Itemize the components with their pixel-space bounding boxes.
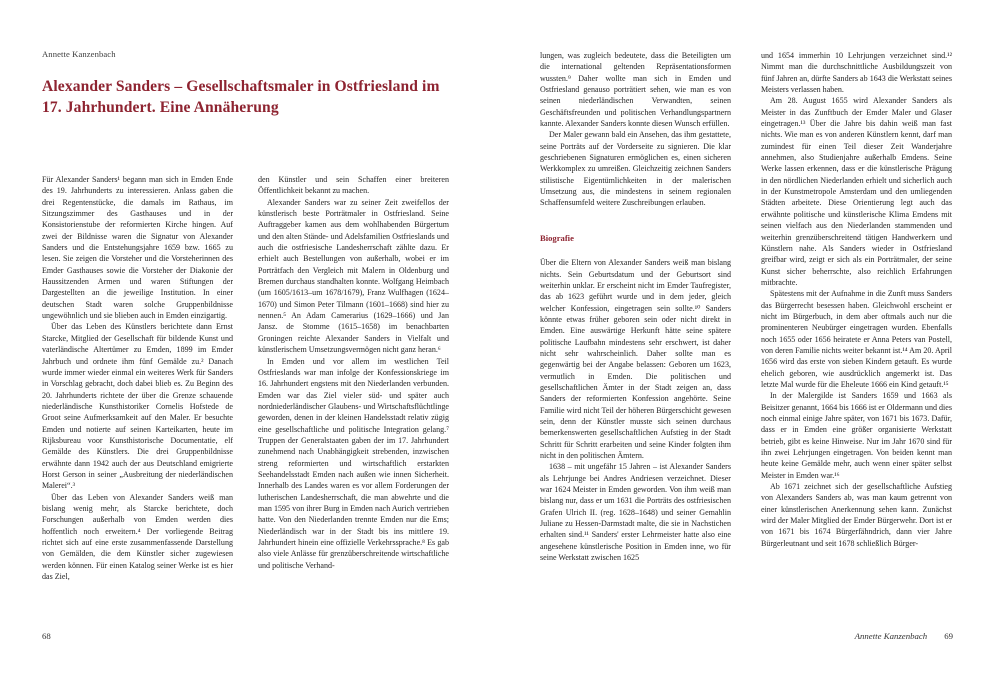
right-page-column-1	[540, 50, 731, 642]
author-line: Annette Kanzenbach	[42, 49, 116, 59]
paragraph: Am 28. August 1655 wird Alexander Sanders als Meister in das Zunftbuch der Emder Maler und Glaser eingetragen.¹³ Über die Jahre bis dahin weiß man fast nichts. Wie man es von anderen Künstlern kennt, darf man zumindest für einen Teil dieser Zeit Wanderjahre annehmen, also Studienjahre außerhalb Emdens. Seine Werke lassen erkennen, dass er die künstlerische Prägung in den nördlichen Niederlanden erhielt und sicherlich auch in der Kunstmetropole Amsterdam und den umliegenden Städten arbeitete. Diese Orientierung legt auch das erwähnte politische und künstlerische Klima Emdens mit seinen vielfach aus den Niederlanden stammenden und weiterhin grenzüberschreitend tätigen Handwerkern und Künstlern nahe. Als Sanders wieder in Ostfriesland greifbar wird, zeigt er sich als ein Porträtmaler, der seine Kunst sicher beherrschte, also reichlich Erfahrungen mitbrachte.	[761, 96, 952, 287]
paragraph: Für Alexander Sanders¹ begann man sich in Emden Ende des 19. Jahrhunderts zu interessieren. Anlass gaben die drei Regentenstücke, die damals im Rathaus, im Sitzungszimmer des Gasthauses und in der Konsistorienstube der reformierten Kirche hingen. Auf zwei der Bildnisse waren die Signatur von Alexander Sanders und die Entstehungsjahre 1659 bzw. 1665 zu lesen. Sie zeigen die Vorsteher und die Vorsteherinnen des Emder Gasthauses sowie die Vorsteher der Diakonie der Haussitzenden Armen und waren Stiftungen der Dargestellten an die jeweilige Institution. In einer deutschen Stadt waren solche Gruppenbildnisse ungewöhnlich und sie blieben auch in Emden einzigartig.	[42, 175, 233, 321]
article-title	[42, 77, 440, 118]
article-title-line1: Alexander Sanders – Gesellschaftsmaler in Ostfriesland im	[42, 78, 440, 95]
right-page-column-2	[761, 50, 952, 642]
paragraph: Über das Leben des Künstlers berichtete dann Ernst Starcke, Mitglied der Gesellschaft für bildende Kunst und vaterländische Altertümer zu Emden, 1899 im Emder Jahrbuch und ordnete ihm fünf Gemälde zu.² Danach wurde immer wieder einmal ein weiteres Werk für Sanders in Vorschlag gebracht, doch dabei blieb es. Zu Beginn des 20. Jahrhunderts richtete der über die Grenze schauende niederländische Kunsthistoriker Cornelis Hofstede de Groot seine Aufmerksamkeit auf den Maler. Er besuchte Emden und notierte auf seinen Karteikarten, heute im Rijksbureau voor Kunsthistorische Documentatie, elf Gemälde des Künstlers. Die drei Gruppenbildnisse erwähnte dann 1942 auch der aus Deutschland emigrierte Horst Gerson in seiner „Ausbreitung der niederländischen Malerei“.³	[42, 322, 233, 491]
paragraph: Über die Eltern von Alexander Sanders weiß man bislang nichts. Sein Geburtsdatum und der Geburtsort sind weiterhin unklar. Er erscheint nicht im Emder Taufregister, das ab 1623 geführt wurde und in dem jeder, gleich welcher Konfession, eingetragen sein sollte.¹⁰ Sanders könnte etwas früher geboren sein oder nicht direkt in Emden. Eine auswärtige Herkunft hätte seine spätere politische Laufbahn mindestens sehr erschwert, ist daher nicht sehr wahrscheinlich. Daher sollte man es gegenwärtig bei der Angabe belassen: Geboren um 1623, vermutlich in Emden. Die politischen und gesellschaftlichen Ämter in der Stadt zeigen an, dass Sanders der reformierten Konfession angehörte. Seine Familie wird nicht Teil der höheren Bürgerschicht gewesen sein, denn der Künstler musste sich seinen durchaus bemerkenswerten gesellschaftlichen Aufstieg in der Stadt Schritt für Schritt erarbeiten und seine Kinder folgten ihm nicht in den politischen Ämtern.	[540, 258, 731, 460]
paragraph: Der Maler gewann bald ein Ansehen, das ihm gestattete, seine Porträts auf der Vorderseite zu signieren. Die klar geschriebenen Signaturen ermöglichen es, einen sicheren Werkkomplex zu umreißen. Gleichzeitig zeichnen Sanders stilistische Eigentümlichkeiten in der malerischen Umsetzung aus, die mindestens in seinem regionalen Schaffensumfeld weitere Zuschreibungen erlauben.	[540, 130, 731, 208]
page-number-left: 68	[42, 631, 51, 641]
paragraph: 1638 – mit ungefähr 15 Jahren – ist Alexander Sanders als Lehrjunge bei Andres Andriesen verzeichnet. Dieser war 1624 Meister in Emden geworden. Von ihm weiß man bislang nur, dass er um 1631 die Porträts des ostfriesischen Grafen Ulrich II. (reg. 1628–1648) und seiner Gemahlin Juliane zu Hessen-Darmstadt malte, die sie in Nachstichen erhalten sind.¹¹ Sanders' erster Lehrmeister hatte also eine angesehene künstlerische Position in Emden inne, wo für seine Werkstatt zwischen 1625	[540, 462, 731, 563]
paragraph: In der Malergilde ist Sanders 1659 und 1663 als Beisitzer genannt, 1664 bis 1666 ist er Oldermann und dies noch einmal einige Jahre später, von 1671 bis 1673. Dafür, dass er in Emden eine größer organisierte Werkstatt betrieb, gibt es keine Hinweise. Nur im Jahr 1670 sind für ihn zwei Lehrjungen eingetragen. Von beiden kennt man heute keine Gemälde mehr, auch wenn einer später selbst Meister in Emden war.¹⁶	[761, 391, 952, 480]
paragraph: Über das Leben von Alexander Sanders weiß man bislang wenig mehr, als Starcke berichtete, doch Forschungen außerhalb von Emden werden dies hoffentlich noch erweitern.⁴ Der vorliegende Beitrag richtet sich auf eine erste zusammenfassende Darstellung von Gemälden, die dem Künstler sicher zugewiesen werden können. Für einen Katalog seiner Werke ist es hier das Ziel,	[42, 492, 233, 582]
left-page-column-1	[42, 174, 233, 644]
paragraph: lungen, was zugleich bedeutete, dass die Beteiligten um die international geltenden Repräsentationsformen wussten.⁹ Daher wollte man sich in Emden und Ostfriesland genauso porträtiert sehen, wie man es von seinen niederländischen Verwandten, seinen Geschäftsfreunden und politischen Verhandlungspartnern kannte. Alexander Sanders konnte diesen Wunsch erfüllen.	[540, 51, 731, 129]
page-number-right: 69	[944, 631, 953, 641]
paragraph: Ab 1671 zeichnet sich der gesellschaftliche Aufstieg von Alexanders Sanders ab, was man kaum getrennt von einer künstlerischen Anerkennung sehen kann. Zunächst wird der Maler Mitglied der Emder Bürgerwehr. Dort ist er von 1671 bis 1674 Bürgerfähndrich, dann vier Jahre Bürgerleutnant und seit 1678 schließlich Bürger-	[761, 482, 952, 548]
article-title-line2: 17. Jahrhundert. Eine Annäherung	[42, 98, 279, 116]
paragraph: In Emden und vor allem im westlichen Teil Ostfrieslands war man infolge der Konfessionskriege im 16. Jahrhundert engstens mit den Niederlanden verbunden. Emden war das Ziel vieler süd- und später auch nordniederländischer Glaubens- und Wirtschaftsflüchtlinge geworden, denen in der kleinen Handelsstadt relativ zügig eine gesellschaftliche und politische Integration gelang.⁷ Truppen der Generalstaaten gaben der im 17. Jahrhundert zunehmend nach Unabhängigkeit strebenden, inzwischen streng reformierten und wirtschaftlich erstarkten Seehandelsstadt Emden nach außen wie innen Sicherheit. Innerhalb des Landes waren es vor allem Forderungen der lutherischen Landesherrschaft, die man abwehrte und die man 1595 von ihrer Burg in Emden nach Aurich vertrieben hatte. Von den Niederlanden trennte Emden nur die Ems; Niederländisch war in der Stadt bis ins mittlere 19. Jahrhundert hinein eine offizielle Verkehrssprache.⁸ Es gab also viele Anlässe für grenzüberschreitende wirtschaftliche und politische Verhand-	[258, 356, 449, 570]
section-heading-biografie: Biografie	[540, 232, 574, 243]
paragraph: Spätestens mit der Aufnahme in die Zunft muss Sanders das Bürgerrecht besessen haben. Gleichwohl erscheint er nicht im Bürgerbuch, in dem aber oftmals auch nur die prominenteren Neubürger eingetragen wurden. Ebenfalls noch 1655 oder 1656 heiratete er Anna Peters van Postell, von deren Familie nichts weiter bekannt ist.¹⁴ Am 20. April 1656 wird das erste von sieben Kindern getauft. Es wurde ehelich geboren, wie ausdrücklich angemerkt ist. Das letzte Mal wurde für die Eheleute 1666 ein Kind getauft.¹⁵	[761, 289, 952, 389]
paragraph: den Künstler und sein Schaffen einer breiteren Öffentlichkeit bekannt zu machen.	[258, 175, 449, 196]
running-footer-author: Annette Kanzenbach	[854, 631, 928, 641]
paragraph: und 1654 immerhin 10 Lehrjungen verzeichnet sind.¹² Nimmt man die durchschnittliche Ausbildungszeit von fünf Jahren an, dürfte Sanders ab 1643 die Werkstatt seines Meisters verlassen haben.	[761, 51, 952, 95]
paragraph: Alexander Sanders war zu seiner Zeit zweifellos der künstlerisch beste Porträtmaler in Ostfriesland. Seine Auftraggeber kamen aus dem wohlhabenden Bürgertum und den alten Stände- und Adelsfamilien Ostfrieslands und auch die ostfriesische Landesherrschaft zählte dazu. Er erhielt auch Bestellungen von außerhalb, wobei er im Porträtfach den Vergleich mit Malern in Oldenburg und Bremen durchaus standhalten konnte. Wolfgang Heimbach (um 1605/1613–um 1678/1679), Franz Wulfhagen (1624–1670) und Simon Peter Tilmann (1601–1668) sind hier zu nennen.⁵ An Adam Camerarius (1629–1666) und Jan Jansz. de Stomme (1615–1658) im benachbarten Groningen reichte Alexander Sanders in Vielfalt und künstlerischem Umsetzungsvermögen nicht ganz heran.⁶	[258, 197, 449, 355]
running-footer	[855, 631, 953, 641]
left-page-column-2	[258, 174, 449, 644]
